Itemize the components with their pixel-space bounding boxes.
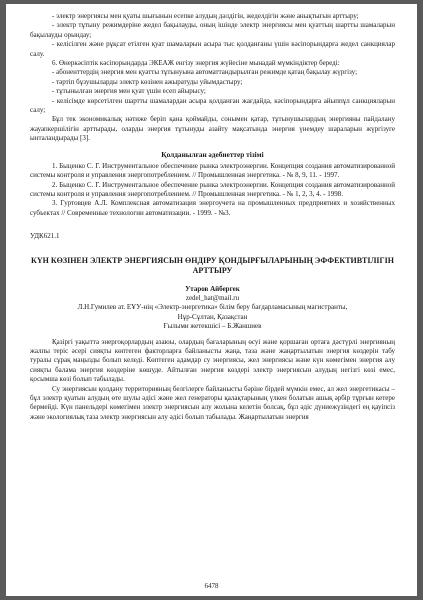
supervisor: Ғылыми жетекшісі – Б.Жаншиев (163, 322, 262, 331)
author-email: zedel_hat@mail.ru (185, 293, 240, 302)
body-section (30, 338, 395, 423)
top-section (30, 12, 395, 144)
author-affiliation: Л.Н.Гумилев ат. ЕҰУ-нің «Электр-энергетика» білім беру бағдарламасының магистранты, (77, 303, 348, 312)
article-title: КҮН КӨЗІНЕН ЭЛЕКТР ЭНЕРГИЯСЫН ӨНДІРУ ҚОНДЫРҒЫЛАРЫНЫҢ ЭФФЕКТИВТІЛІГІН АРТТЫРУ (31, 255, 394, 276)
reference-item: 3. Гуртовцев А.Л. Комплексная автоматизация энергоучета на промышленных предприятиях и хозяйственных субъектах // Современные технологии автоматизации. - 1999. - №3. (30, 199, 395, 217)
paragraph: - электр энергиясы мен қуаты шығынын есепке алудың дәлдігін, жеделдігін және анықтығын арттыру; (52, 12, 359, 20)
paragraph: - келісілген және рұқсат етілген қуат шамаларын асыра тыс қолданғаны үшін кәсіпорындарға жедел санкциялар салу. (30, 40, 395, 58)
reference-item: 2. Быценко С. Г. Инструментальное обеспечение рынка электроэнергии. Концепция создания автоматизированной системы контроля и управления энергопотреблением. // Промышленная энергетика. - № 1, 2, 3, 4. - 1998. (30, 180, 395, 198)
paragraph: Қазіргі уақытта энергоқорлардың азаюы, олардың бағаларының өсуі және қоршаған ортаға дәстүрлі энергияның жалпы теріс әсері сияқты көптеген факторларға байланысты жаңа, таза және жаңартылатын энергия көздерін табу туралы сұрақ маңызды болып келеді. Көптеген адамдар су энергиясы, жел энергиясы және күн көмегімен энергия алу сияқты балама энергия көздеріне көшуде. Айтылған энергия көздері электр энергиясын алудың негізгі көзі емес, қосымша көзі болып табылады. (30, 337, 395, 384)
references-section (30, 150, 395, 218)
paragraph: - тұтынылған энергия мен қуат үшін есеп айырысу; (52, 87, 206, 96)
author-block (30, 285, 395, 332)
paragraph: - келісімде көрсетілген шартты шамалардан асыра қолданған жағдайда, кәсіпорындарға айыппұл санкцияларын салу; (30, 96, 395, 115)
paragraph: - тәртіп бұзушыларды электр көзінен ажыратуды уйымдастыру; (52, 77, 243, 86)
author-name: Утаров Айбергек (185, 284, 240, 293)
reference-item: 1. Быценко С. Г. Инструментальное обеспечение рынка электроэнергии. Концепция создания автоматизированной системы контроля и управления энергопотреблением. // Промышленная энергетика. - № 8, 9, 11. - 1997. (30, 161, 395, 180)
page-number: 6478 (204, 582, 219, 590)
udc-code: УДК621.1 (30, 232, 60, 241)
paragraph: - абоненттердің энергия мен қуатты тұтынуына автоматтандырылған режимде қатаң бақылау жүргізу; (52, 68, 358, 77)
references-title: Қолданылған әдебиеттер тізімі (161, 149, 264, 159)
paragraph: 6. Өнеркәсіптік кәсіпорындарда ЭКЕАЖ енгізу энергия жүйесіне мынадай мүмкіндіктер береді: (52, 59, 340, 68)
paragraph: Бұл тек экономикалық нәтиже беріп қана қоймайды, сонымен қатар, тұтынушылардың энергияны пайдалану жауапкершілігін арттырады, оларды энергия тұтынуды азайту мақсатында энергия үнемдеу шараларын жүргізуге ынталандырады [3]. (30, 115, 395, 143)
author-city: Нұр-Сұлтан, Қазақстан (177, 312, 248, 321)
paragraph: - электр тұтыну режимдеріне жедел бақылауды, оның ішінде электр энергиясы мен қуаттың шартты шамаларын бақылауды орындау; (30, 21, 395, 39)
paragraph: Су энергиясын қолдану территорияның белгілерге байланысты бәріне бірдей мүмкін емес, ал жел энергетикасы – бұл электр қуатын алудың өте шулы әдісі және жел генераторы қалақтарының үлкен болатын ашық әрбір тұрғын кетере бермейді. Күн панельдері көмегімен электр энергиясын алу жолына келетін болсақ, бұл әдіс дүниежүзіндегі ең қауіпсіз және экологиялық таза электр энергиясын алу әдісі болып табылады. Жаңартылатын энергия (30, 384, 395, 421)
document-page (6, 4, 417, 596)
